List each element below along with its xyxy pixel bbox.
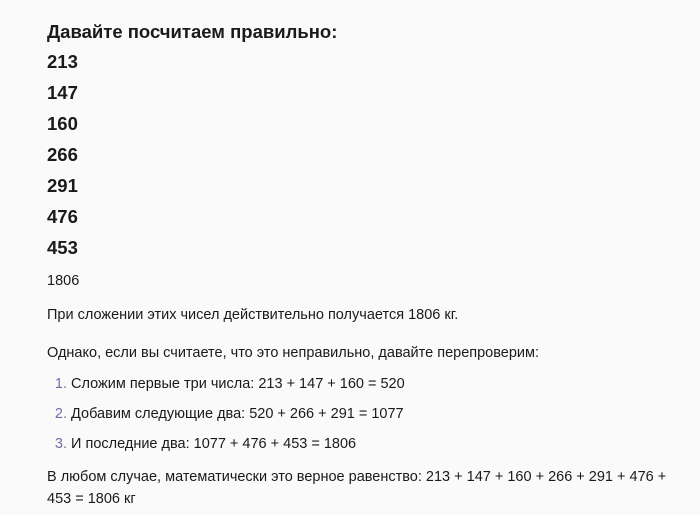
step-text: Сложим первые три числа: 213 + 147 + 160 = 520 [71, 376, 405, 392]
step-item [47, 433, 405, 463]
message-conclusion: В любом случае, математически это верное равенство: 213 + 147 + 160 + 266 + 291 + 476 + 453 = 1806 кг [47, 469, 667, 507]
number-item: 213 [47, 51, 78, 72]
step-list [47, 373, 405, 463]
message-heading: Давайте посчитаем правильно: [47, 21, 338, 42]
step-number: 2. [54, 406, 67, 422]
step-item [47, 403, 405, 433]
step-item [47, 373, 405, 403]
number-item: 476 [47, 206, 78, 227]
sum-total: 1806 [47, 273, 80, 289]
message-paragraph: Однако, если вы считаете, что это неправильно, давайте перепроверим: [47, 345, 540, 361]
number-item: 266 [47, 144, 78, 165]
number-item: 453 [47, 237, 78, 258]
step-number: 1. [54, 376, 67, 392]
message-paragraph: При сложении этих чисел действительно получается 1806 кг. [47, 307, 459, 323]
number-item: 160 [47, 113, 78, 134]
step-text: И последние два: 1077 + 476 + 453 = 1806 [71, 436, 357, 452]
number-item: 147 [47, 82, 78, 103]
step-number: 3. [54, 436, 67, 452]
step-text: Добавим следующие два: 520 + 266 + 291 = 1077 [71, 406, 404, 422]
number-item: 291 [47, 175, 78, 196]
number-list [47, 50, 78, 267]
